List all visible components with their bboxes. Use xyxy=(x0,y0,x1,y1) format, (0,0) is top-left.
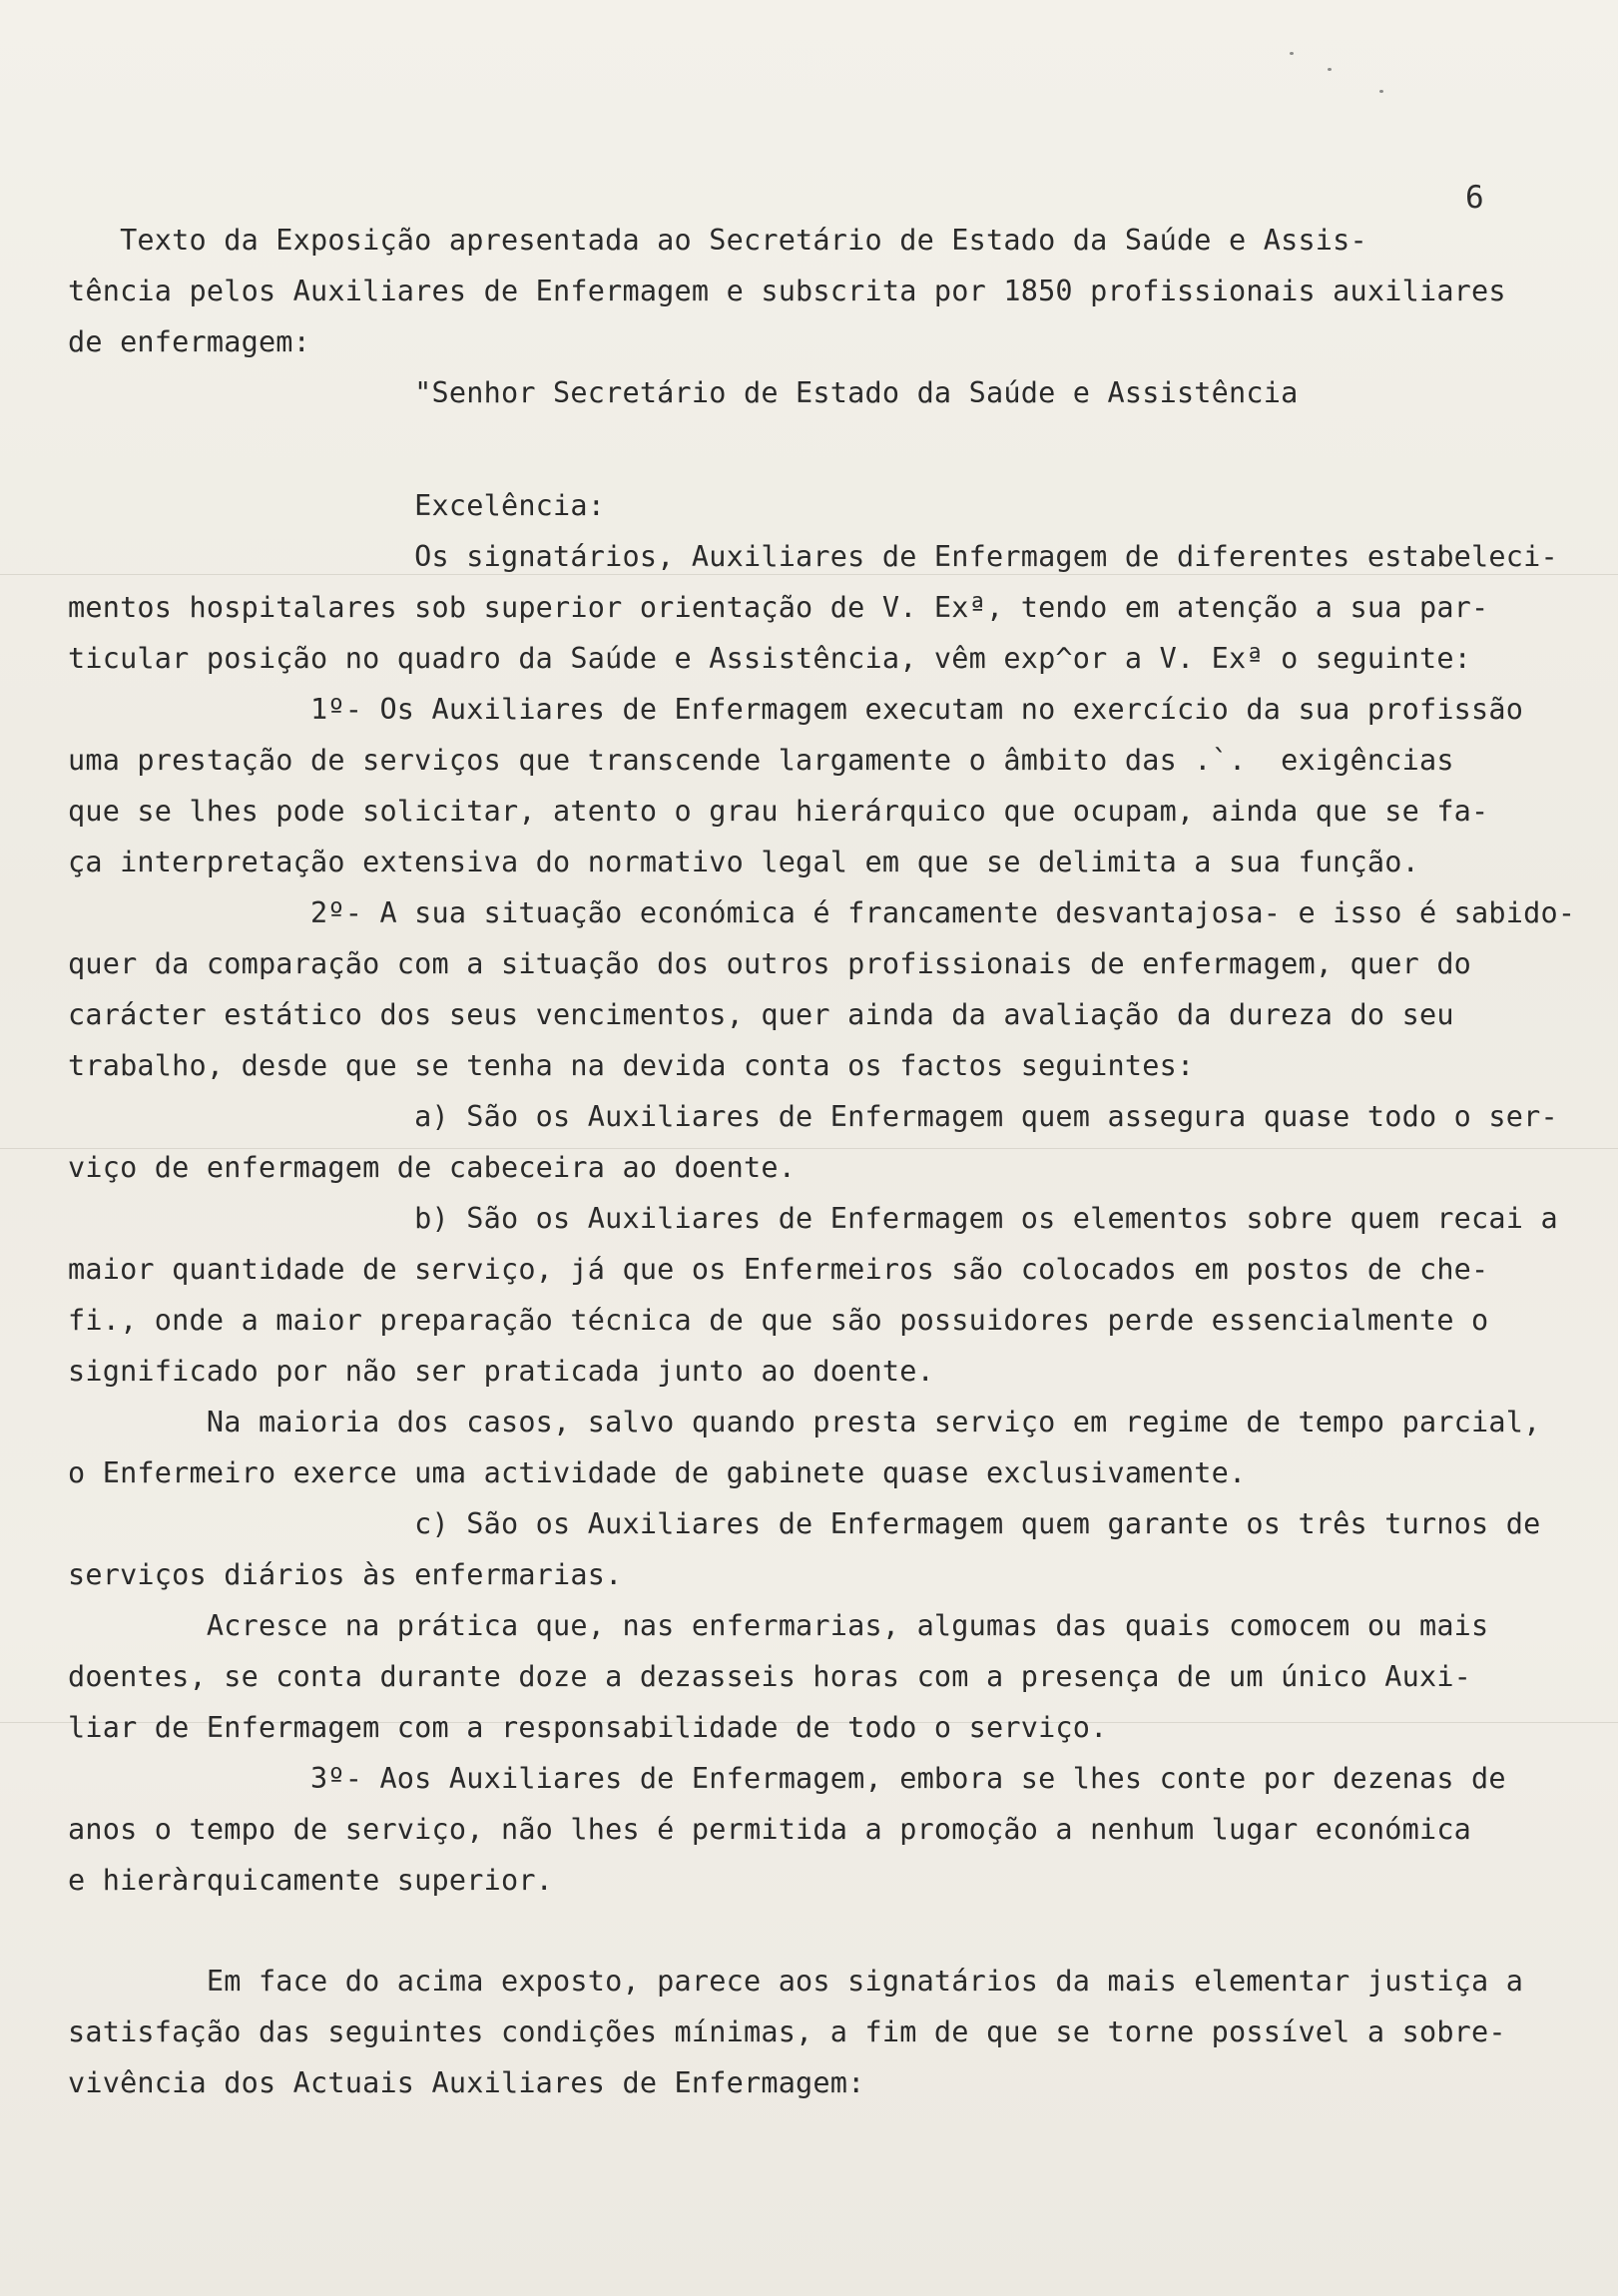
document-body xyxy=(68,215,1576,2108)
text-line: Em face do acima exposto, parece aos signatários da mais elementar justiça a xyxy=(68,1965,1524,1998)
text-line: serviços diários às enfermarias. xyxy=(68,1558,623,1591)
text-line: tência pelos Auxiliares de Enfermagem e subscrita por 1850 profissionais auxiliares xyxy=(68,275,1506,307)
text-line: doentes, se conta durante doze a dezasseis horas com a presença de um único Auxi- xyxy=(68,1660,1472,1693)
text-line: 2º- A sua situação económica é francamente desvantajosa- e isso é sabido- xyxy=(68,896,1576,929)
text-line: trabalho, desde que se tenha na devida conta os factos seguintes: xyxy=(68,1049,1195,1082)
text-line: Na maioria dos casos, salvo quando presta serviço em regime de tempo parcial, xyxy=(68,1406,1541,1438)
paper-speck xyxy=(1379,90,1383,93)
text-line: Acresce na prática que, nas enfermarias, algumas das quais comocem ou mais xyxy=(68,1609,1489,1642)
text-line: maior quantidade de serviço, já que os Enfermeiros são colocados em postos de che- xyxy=(68,1253,1489,1286)
text-line: ça interpretação extensiva do normativo legal em que se delimita a sua função. xyxy=(68,846,1419,878)
text-line: Os signatários, Auxiliares de Enfermagem de diferentes estabeleci- xyxy=(68,540,1558,573)
text-line: viço de enfermagem de cabeceira ao doente. xyxy=(68,1151,797,1184)
page-number: 6 xyxy=(1465,180,1484,216)
text-line: carácter estático dos seus vencimentos, quer ainda da avaliação da dureza do seu xyxy=(68,998,1454,1031)
text-line: ticular posição no quadro da Saúde e Assistência, vêm exp^or a V. Exª o seguinte: xyxy=(68,642,1472,675)
text-line: mentos hospitalares sob superior orientação de V. Exª, tendo em atenção a sua par- xyxy=(68,591,1489,624)
paper-speck xyxy=(1328,68,1332,71)
text-line: c) São os Auxiliares de Enfermagem quem garante os três turnos de xyxy=(68,1507,1541,1540)
text-line: de enfermagem: xyxy=(68,325,311,358)
text-line: a) São os Auxiliares de Enfermagem quem assegura quase todo o ser- xyxy=(68,1100,1558,1133)
text-line: 3º- Aos Auxiliares de Enfermagem, embora se lhes conte por dezenas de xyxy=(68,1762,1506,1795)
closing-paragraph xyxy=(68,1956,1555,2108)
text-line: 1º- Os Auxiliares de Enfermagem executam no exercício da sua profissão xyxy=(68,693,1524,726)
text-line: "Senhor Secretário de Estado da Saúde e Assistência xyxy=(68,376,1299,409)
text-line: satisfação das seguintes condições mínimas, a fim de que se torne possível a sobre- xyxy=(68,2015,1506,2048)
intro-paragraph xyxy=(68,215,1555,418)
text-line: uma prestação de serviços que transcende largamente o âmbito das .`. exigências xyxy=(68,744,1454,777)
text-line: e hieràrquicamente superior. xyxy=(68,1864,554,1897)
text-line: fi., onde a maior preparação técnica de que são possuidores perde essencialmente o xyxy=(68,1304,1489,1337)
salutation: Excelência: xyxy=(68,489,606,522)
text-line: o Enfermeiro exerce uma actividade de gabinete quase exclusivamente. xyxy=(68,1456,1247,1489)
text-line: vivência dos Actuais Auxiliares de Enfermagem: xyxy=(68,2066,865,2099)
text-line: Texto da Exposição apresentada ao Secretário de Estado da Saúde e Assis- xyxy=(68,224,1367,257)
paper-speck xyxy=(1290,52,1294,55)
text-line: significado por não ser praticada junto ao doente. xyxy=(68,1355,934,1388)
main-paragraphs xyxy=(68,531,1576,1906)
text-line: quer da comparação com a situação dos outros profissionais de enfermagem, quer do xyxy=(68,947,1472,980)
text-line: b) São os Auxiliares de Enfermagem os elementos sobre quem recai a xyxy=(68,1202,1558,1235)
text-line: liar de Enfermagem com a responsabilidade de todo o serviço. xyxy=(68,1711,1108,1744)
text-line: que se lhes pode solicitar, atento o grau hierárquico que ocupam, ainda que se fa- xyxy=(68,795,1489,828)
text-line: anos o tempo de serviço, não lhes é permitida a promoção a nenhum lugar económica xyxy=(68,1813,1472,1846)
